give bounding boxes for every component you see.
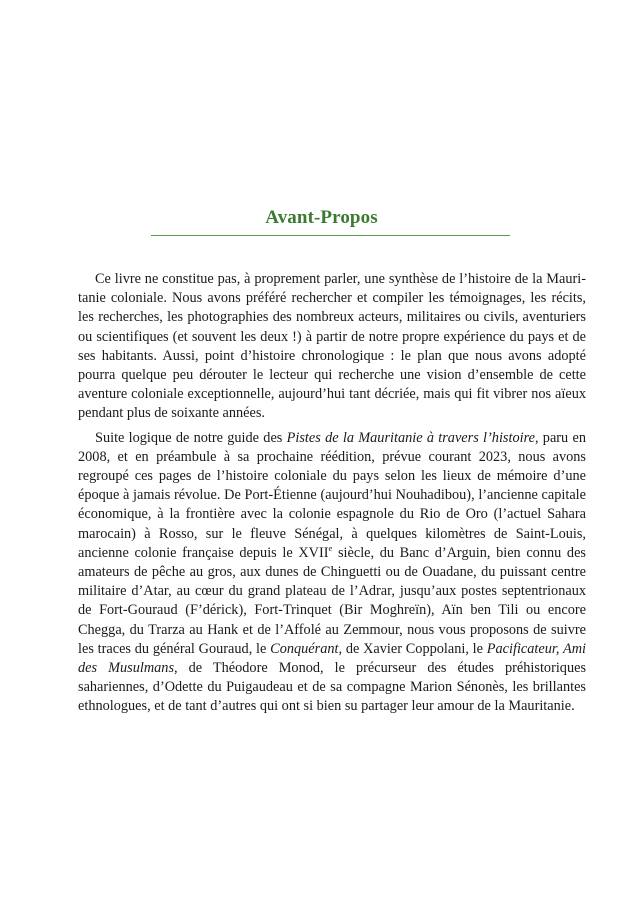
p2-text-c: siècle, du Banc d’Arguin, bien connu des amateurs de pêche au gros, aux dunes de Chinguetti ou de Ouadane, du puissant centre militaire d’Atar, au cœur du grand plateau de l’Adrar, jusqu’aux postes septentrionaux de Fort-Gouraud (F’dérick), Fort-Trinquet (Bir Moghreïn), Aïn ben Tili ou encore Chegga, du Trarza au Hank et de l’Affolé au Zemmour, nous vous proposons de suivre les traces du général Gouraud, le bbox=[78, 544, 586, 657]
p2-text-e: , de Théodore Monod, le précurseur des études préhistoriques sahariennes, d’Odette du Puigaudeau et de sa compagne Marion Sénonès, les brillantes ethnologues, et de tant d’autres qui ont si bien su partager leur amour de la Mauritanie. bbox=[78, 660, 587, 715]
paragraph-2 bbox=[78, 429, 586, 717]
century-superscript: e bbox=[328, 543, 333, 554]
book-title: Pistes de la Mauritanie à travers l’histoire bbox=[286, 429, 535, 446]
p2-text-a: Suite logique de notre guide des bbox=[95, 429, 287, 446]
page-title: Avant-Propos bbox=[265, 207, 378, 228]
paragraph-1: Ce livre ne constitue pas, à proprement parler, une synthèse de l’histoire de la Mauritanie coloniale. Nous avons préféré rechercher et compiler les témoignages, les récits, les recherches, les photographies des nombreux acteurs, militaires ou civils, aventuriers ou scientifiques (et souvent les deux !) à partir de notre propre expérience du pays et de ses habitants. Aussi, point d’histoire chronologique : le plan que nous avons adopté pourra quelque peu dérouter le lecteur qui recherche une vision d’ensemble de cette aventure coloniale exceptionnelle, aujourd’hui tant décriée, mais qui fit vibrer nos aïeux pendant plus de soixante années. bbox=[78, 271, 586, 422]
p2-text-d: , de Xavier Coppolani, le bbox=[338, 640, 487, 657]
conquerant-epithet: Conquérant bbox=[270, 640, 339, 657]
pacificateur-epithet: Pacificateur, Ami des Musulmans bbox=[78, 640, 586, 677]
body-text bbox=[78, 270, 586, 722]
title-underline bbox=[151, 235, 510, 236]
p2-text-b: , paru en 2008, et en préambule à sa prochaine réédition, prévue courant 2023, nous avons regroupé ces pages de l’histoire coloniale du pays selon les lieux de mémoire d’une époque à jamais révolue. De Port-Étienne (aujourd’hui Nouhadibou), l’ancienne capitale économique, à la frontière avec la colonie espagnole du Rio de Oro (l’actuel Sahara marocain) à Rosso, sur le fleuve Sénégal, à quelques kilomètres de Saint-Louis, ancienne colonie française depuis le XVII bbox=[78, 429, 586, 561]
